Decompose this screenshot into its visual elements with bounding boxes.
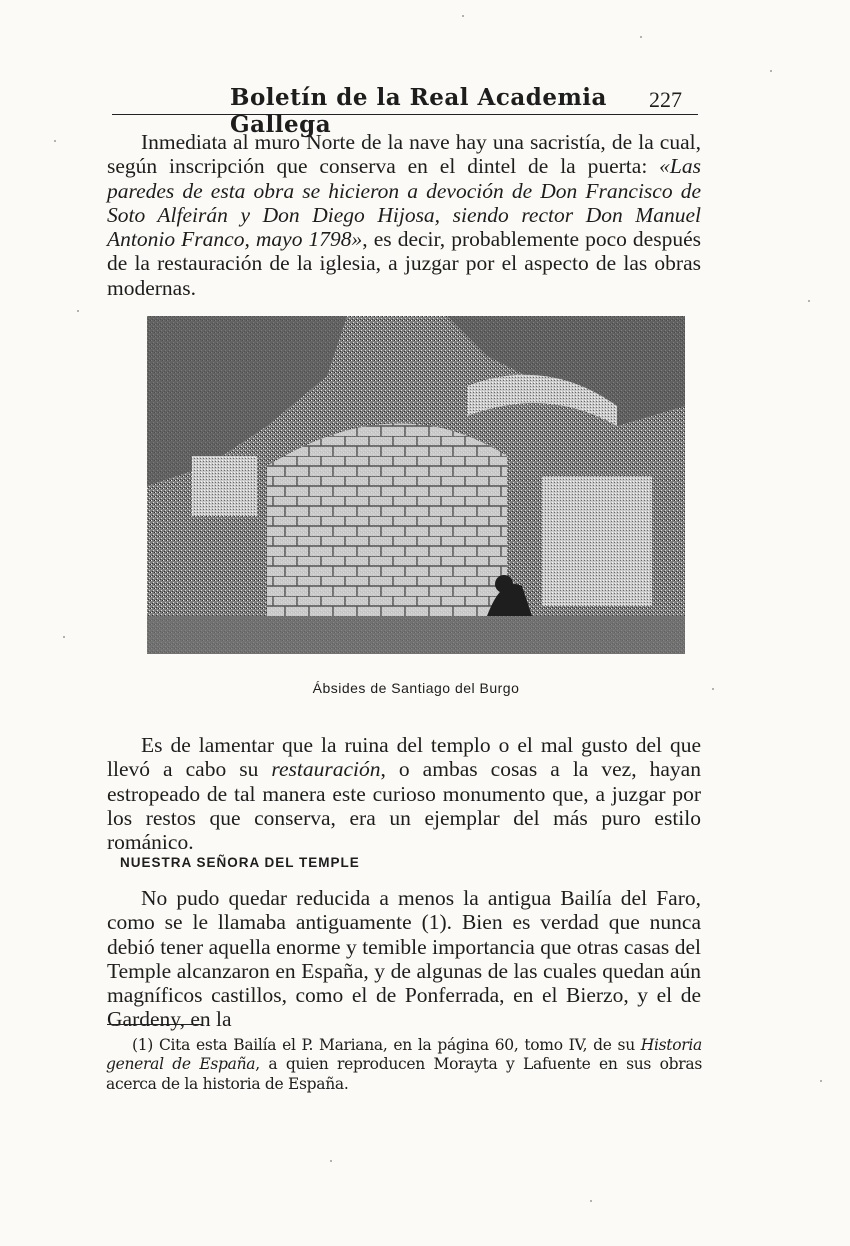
- inscription-quote: «Las paredes de esta obra se hicieron a devoción de Don Francisco de Soto Alfeirán y Don Diego Hijosa, siendo rector Don Manuel Antonio Franco, mayo 1798»: [107, 154, 701, 252]
- figure-caption: Ábsides de Santiago del Burgo: [312, 680, 520, 696]
- footnote-divider: [107, 1024, 203, 1025]
- paragraph-2-text-end: , o ambas cosas a la vez, hayan estropeado de tal manera este curioso monumento que, a juzgar por los restos que conserva, era un ejemplar del más puro estilo románico.: [107, 757, 701, 855]
- footnote-text-end: , a quien reproducen Morayta y Lafuente en sus obras acerca de la historia de España.: [106, 1055, 702, 1093]
- main-apse: [267, 423, 507, 616]
- footnote-book-title: Historia general de España: [106, 1036, 702, 1074]
- footnote-marker: (1): [132, 1036, 154, 1054]
- restauracion-emphasis: restauración: [271, 757, 381, 782]
- paragraph-sacristy: [107, 130, 701, 300]
- side-apse: [542, 476, 652, 606]
- footnote-text: Cita esta Bailía el P. Mariana, en la página 60, tomo IV, de su: [158, 1036, 641, 1054]
- paragraph-3-text: No pudo quedar reducida a menos la antigua Bailía del Faro, como se le llamaba antiguamente (1). Bien es verdad que nunca debió tener aquella enorme y temible importancia que otras casas del Temple alcanzaron en España, y de algunas de las cuales quedan aún magníficos castillos, como el de Ponferrada, en el Bierzo, y el de Gardeny, en la: [107, 886, 701, 1032]
- figure-head: [495, 575, 513, 593]
- section-heading: NUESTRA SEÑORA DEL TEMPLE: [120, 855, 360, 870]
- running-header: [112, 84, 698, 138]
- photo-halftone: [147, 316, 685, 654]
- footnote: [106, 1036, 702, 1094]
- stone-block: [192, 456, 257, 516]
- paragraph-1-text-end: , es decir, probablemente poco después de la restauración de la iglesia, a juzgar por el aspecto de las obras modernas.: [107, 227, 701, 300]
- page-number: 227: [649, 87, 682, 112]
- paragraph-bailia: [107, 886, 701, 1032]
- ground: [147, 616, 685, 654]
- paragraph-2-text: Es de lamentar que la ruina del templo o el mal gusto del que llevó a cabo su: [107, 733, 701, 782]
- paragraph-ruin: [107, 733, 701, 854]
- paragraph-1-text: Inmediata al muro Norte de la nave hay una sacristía, de la cual, según inscripción que conserva en el dintel de la puerta:: [107, 130, 701, 179]
- journal-title: Boletín de la Real Academia Gallega: [230, 84, 607, 138]
- photo-absides: [147, 316, 685, 654]
